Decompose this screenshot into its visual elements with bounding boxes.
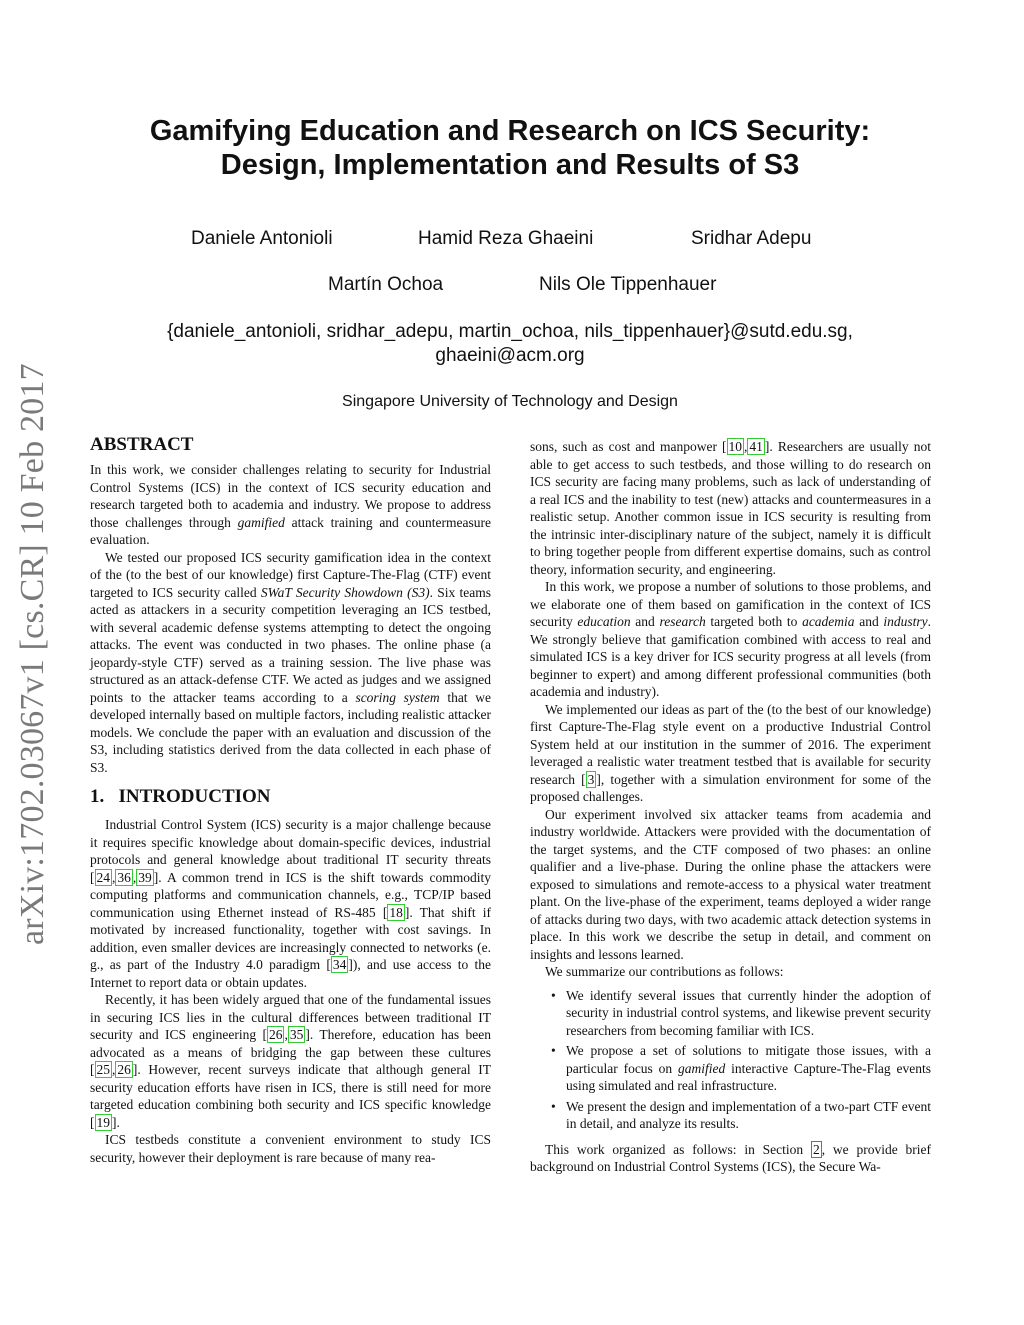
citation-link[interactable]: 34 [332, 957, 347, 972]
arxiv-identifier-stamp: arXiv:1702.03067v1 [cs.CR] 10 Feb 2017 [14, 363, 51, 945]
section-link[interactable]: 2 [812, 1141, 820, 1157]
right-column [530, 438, 931, 1176]
author-adepu: Sridhar Adepu [691, 228, 812, 249]
introduction-heading: 1. INTRODUCTION [90, 786, 271, 807]
emails-line-2: ghaeini@acm.org [435, 345, 585, 366]
intro-paragraph-2: Recently, it has been widely argued that one of the fundamental issues in securing ICS lies in the cultural differences between traditional IT security and ICS engineering [ 26 , 35 ]. Therefore, education has been advocated as a means of bridging the gap between these cultures [ 25 , 26 ]. However, recent surveys indicate that although general IT security education efforts have risen in ICS, there is still need for more targeted education combining both security and ICS specific knowledge [ 19 ]. [90, 992, 491, 1130]
right-paragraph-4: We summarize our contributions as follows: [545, 964, 784, 979]
citation-link[interactable]: 39 [138, 869, 152, 885]
abstract-paragraph-2: We tested our proposed ICS security gamification idea in the context of the (to the best of our knowledge) first Capture-The-Flag (CTF) event targeted to ICS security called SWaT Security Showdown (S3). Six teams acted as attackers in a security competition leveraging an ICS testbed, with several academic defense systems attempting to detect the ongoing attacks. The event was conducted in two phases. The online phase (a jeopardy-style CTF) served as a training session. The live phase was structured as an attack-defense CTF. We acted as judges and we assigned points to the attacker teams according to a scoring system that we developed internally based on multiple factors, including realistic attacker models. We conclude the paper with an evaluation and discussion of the S3, including statistics derived from the data collected in each phase of S3. [90, 549, 491, 775]
list-item: • We present the design and implementation of a two-part CTF event in detail, and analyze its results. [551, 1098, 931, 1131]
list-item: • We identify several issues that currently hinder the adoption of security in industrial control systems, and likewise prevent security researchers from becoming familiar with ICS. [551, 987, 931, 1038]
intro-paragraph-3: ICS testbeds constitute a convenient environment to study ICS security, however their deployment is rare because of many rea- [90, 1132, 491, 1165]
contributions-list [530, 987, 931, 1133]
citation-link[interactable]: 24 [96, 869, 110, 885]
citation-link[interactable]: 18 [389, 904, 403, 920]
author-ochoa: Martín Ochoa [328, 274, 444, 295]
citation-link[interactable]: 19 [96, 1114, 110, 1130]
citation-link[interactable]: 10 [728, 439, 743, 454]
emails-line-1: {daniele_antonioli, sridhar_adepu, martin_ochoa, nils_tippenhauer}@sutd.edu.sg, [167, 321, 853, 342]
citation-link[interactable]: 26 [268, 1027, 283, 1042]
citation-link[interactable]: 25 [96, 1062, 110, 1077]
bullet-icon: • [551, 1043, 556, 1058]
affiliation: Singapore University of Technology and Design [342, 393, 678, 410]
citation-link[interactable]: 3 [587, 771, 595, 787]
author-emails [90, 320, 930, 368]
title-line-1: Gamifying Education and Research on ICS Security: [149, 115, 871, 147]
abstract-paragraph-1: In this work, we consider challenges relating to security for Industrial Control Systems (ICS) in the context of ICS security education and research targeted both to academia and industry. We propose to address those challenges through gamified attack training and countermeasure evaluation. [90, 462, 491, 547]
right-paragraph-3: Our experiment involved six attacker teams from academia and industry worldwide. Attackers were provided with the documentation of the target systems, and the CTF composed of two phases: an online qualifier and a live-phase. During the online phase the attackers were exposed to simulations and remote-access to a physical water treatment plant. On the live-phase of the experiment, teams deployed a wider range of attacks during two days, with two academic attack detection systems in place. In this work we describe the setup in detail, and comment on insights and lessons learned. [530, 806, 931, 962]
bullet-icon: • [551, 1098, 556, 1114]
author-ghaeini: Hamid Reza Ghaeini [418, 228, 594, 249]
abstract-heading: ABSTRACT [90, 434, 194, 455]
right-paragraph-2: We implemented our ideas as part of the (to the best of our knowledge) first Capture-The-Flag style event on a productive Industrial Control System held at our institution in the summer of 2016. The experiment leveraged a realistic water treatment testbed that is available for security research [ 3 ], together with a simulation environment for some of the proposed challenges. [530, 701, 931, 804]
right-paragraph-5: This work organized as follows: in Section 2 , we provide brief background on Industrial Control Systems (ICS), the Secure Wa- [530, 1141, 931, 1174]
list-item: • We propose a set of solutions to mitigate those issues, with a particular focus on gamified interactive Capture-The-Flag events using simulated and real infrastructure. [551, 1043, 931, 1093]
paper-title [80, 114, 940, 182]
title-line-2: Design, Implementation and Results of S3 [220, 149, 800, 181]
intro-paragraph-1: Industrial Control System (ICS) security is a major challenge because it requires specific knowledge about domain-specific devices, industrial protocols and general knowledge about traditional IT security threats [ 24 , 36 , 39 ]. A common trend in ICS is the shift towards commodity computing platforms and communication channels, e.g., TCP/IP based communication using Ethernet instead of RS-485 [ 18 ]. That shift if motivated by increased functionality, together with cost savings. In addition, even smaller devices are increasingly connected to networks (e. g., as part of the Industry 4.0 paradigm [ 34 ]), and use access to the Internet to report data or obtain updates. [90, 817, 491, 990]
citation-link[interactable]: 36 [117, 869, 131, 885]
bullet-icon: • [551, 987, 556, 1003]
right-paragraph-1: In this work, we propose a number of solutions to those problems, and we elaborate one of them based on gamification in the context of ICS security education and research targeted both to academia and industry. We strongly believe that gamification combined with access to real and simulated ICS is a key driver for ICS security progress at all levels (from beginner to expert) and among different professional communities (both academia and industry). [530, 579, 931, 699]
citation-link[interactable]: 41 [749, 439, 763, 454]
author-antonioli: Daniele Antonioli [191, 228, 333, 249]
author-tippenhauer: Nils Ole Tippenhauer [539, 274, 717, 295]
left-column [90, 434, 491, 1166]
right-paragraph-0: sons, such as cost and manpower [ 10 , 41 ]. Researchers are usually not able to get access to such testbeds, and those willing to do research on ICS security are facing many problems, such as lack of understanding of a real ICS and the inability to test (new) attacks and countermeasures in a realistic setup. Another common issue in ICS security is resulting from the intrinsic inter-disciplinary nature of the subject, namely it is difficult to bring together people from different expertise domains, such as control theory, information security, and engineering. [530, 439, 932, 577]
citation-link[interactable]: 35 [289, 1027, 304, 1042]
citation-link[interactable]: 26 [117, 1062, 131, 1077]
